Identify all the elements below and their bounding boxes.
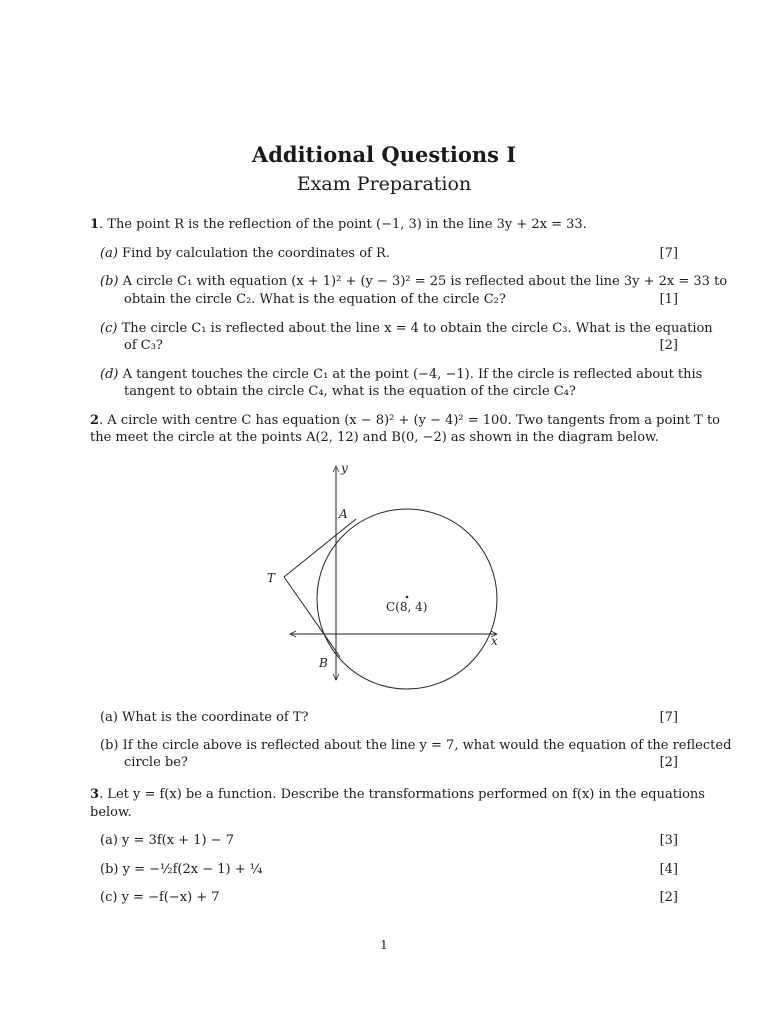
q2a-text: What is the coordinate of T? xyxy=(122,710,309,725)
q3b-label: (b) xyxy=(100,862,119,877)
q2a-marks: [7] xyxy=(659,710,678,725)
page-title: Additional Questions I xyxy=(251,142,517,167)
q2b-line-1 xyxy=(100,737,731,754)
label-a: A xyxy=(339,507,348,521)
q1b-text-1: A circle C₁ with equation (x + 1)² + (y − 3)² = 25 is reflected about the line 3y + 2x = 33 to xyxy=(122,274,728,289)
q1b-text-2: obtain the circle C₂. What is the equation of the circle C₂? xyxy=(124,292,506,307)
label-y: y xyxy=(341,461,348,475)
q2a-line-1 xyxy=(100,709,308,726)
q2b-label: (b) xyxy=(100,738,119,753)
q3b-marks: [4] xyxy=(659,862,678,877)
q3-stem-1 xyxy=(90,786,705,803)
label-t: T xyxy=(267,571,276,585)
q3b-line-1 xyxy=(100,861,262,878)
q3-stem-2: below. xyxy=(90,805,132,820)
q3a-line-1 xyxy=(100,832,234,849)
label-b: B xyxy=(319,656,328,670)
q1c-text-1: The circle C₁ is reflected about the line x = 4 to obtain the circle C₃. What is the equation xyxy=(121,321,713,336)
q1a-label: (a) xyxy=(100,246,118,261)
label-c: C(8, 4) xyxy=(386,600,428,614)
q1c-marks: [2] xyxy=(659,338,678,353)
q1b-marks: [1] xyxy=(659,292,678,307)
q3-stem-text-1: . Let y = f(x) be a function. Describe the transformations performed on f(x) in the equations xyxy=(99,787,705,802)
q1-stem-text: . The point R is the reflection of the point (−1, 3) in the line 3y + 2x = 33. xyxy=(99,217,587,232)
q3a-marks: [3] xyxy=(659,833,678,848)
q1d-text-1: A tangent touches the circle C₁ at the point (−4, −1). If the circle is reflected about this xyxy=(122,367,703,382)
q1a-text: Find by calculation the coordinates of R. xyxy=(122,246,390,261)
q3c-marks: [2] xyxy=(659,890,678,905)
q1-number: 1 xyxy=(90,217,100,232)
q2-stem-2: the meet the circle at the points A(2, 12) and B(0, −2) as shown in the diagram below. xyxy=(90,430,659,445)
q2-stem-text-1: . A circle with centre C has equation (x − 8)² + (y − 4)² = 100. Two tangents from a point T to xyxy=(99,413,721,428)
q2b-text-1: If the circle above is reflected about the line y = 7, what would the equation of the reflected xyxy=(122,738,732,753)
tangent-ta xyxy=(284,519,356,577)
q1a-marks: [7] xyxy=(659,246,678,261)
q2a-label: (a) xyxy=(100,710,118,725)
q3-number: 3 xyxy=(90,787,100,802)
q3b-text: y = −½f(2x − 1) + ¼ xyxy=(122,862,263,877)
q1d-label: (d) xyxy=(100,367,119,382)
q2b-text-2: circle be? xyxy=(124,755,188,770)
q3a-text: y = 3f(x + 1) − 7 xyxy=(122,833,234,848)
q3c-label: (c) xyxy=(100,890,118,905)
q3c-line-1 xyxy=(100,889,220,906)
q1d-text-2: tangent to obtain the circle C₄, what is the equation of the circle C₄? xyxy=(124,384,576,399)
q1c-label: (c) xyxy=(100,321,118,336)
label-x: x xyxy=(491,634,498,648)
centre-point xyxy=(406,596,409,599)
q3a-label: (a) xyxy=(100,833,118,848)
page-number: 1 xyxy=(380,938,388,952)
tangent-tb xyxy=(284,577,340,657)
page-subtitle: Exam Preparation xyxy=(296,173,472,195)
q1b-label: (b) xyxy=(100,274,119,289)
circle xyxy=(317,509,497,689)
q2-number: 2 xyxy=(90,413,100,428)
q2b-marks: [2] xyxy=(659,755,678,770)
q3c-text: y = −f(−x) + 7 xyxy=(121,890,220,905)
q1c-text-2: of C₃? xyxy=(124,338,163,353)
